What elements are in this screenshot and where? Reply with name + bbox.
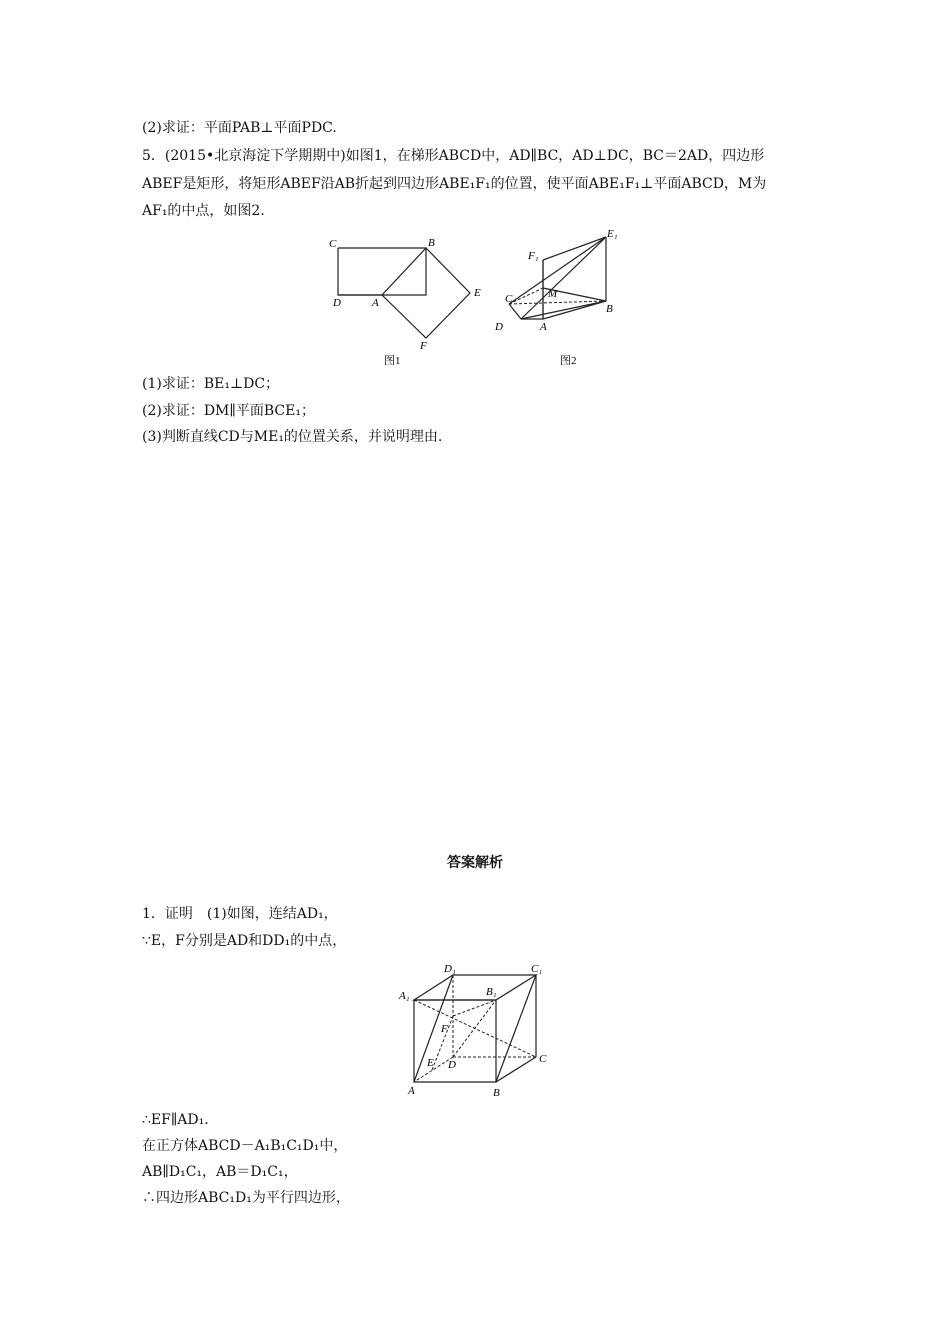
fig1-label-a: A	[372, 297, 379, 309]
cube-label-c1: C₁	[531, 963, 543, 975]
cube-label-a: A	[408, 1085, 415, 1097]
fig1-caption: 图1	[384, 355, 401, 367]
fig2-label-e1: E₁	[607, 228, 618, 240]
cube-label-d1: D₁	[444, 963, 456, 975]
fig1-label-e: E	[474, 287, 481, 299]
cube-label-d: D	[448, 1059, 456, 1071]
cube-figure	[396, 960, 556, 1100]
fig1-label-d: D	[333, 297, 341, 309]
fig2-label-d: D	[495, 321, 503, 333]
answer-line2: ∵E，F分别是AD和DD₁的中点，	[142, 933, 347, 949]
fig2-label-f1: F₁	[528, 250, 539, 262]
problem5-stem-line3: AF₁的中点，如图2.	[142, 203, 265, 219]
problem5-stem-line1: 5．(2015•北京海淀下学期期中)如图1，在梯形ABCD中，AD∥BC，AD⊥DC，BC＝2AD，四边形	[142, 148, 765, 164]
cube-label-b1: B₁	[486, 986, 497, 998]
answer-line5: AB∥D₁C₁，AB＝D₁C₁，	[142, 1164, 298, 1180]
answer-line6: ∴四边形ABC₁D₁为平行四边形，	[142, 1190, 350, 1206]
problem5-q2: (2)求证：DM∥平面BCE₁；	[142, 403, 315, 419]
cube-label-a1: A₁	[399, 990, 410, 1002]
answers-heading: 答案解析	[447, 855, 503, 871]
problem4-part2: (2)求证：平面PAB⊥平面PDC.	[142, 120, 337, 136]
fig2-label-c: C	[505, 293, 513, 305]
answer-line4: 在正方体ABCD－A₁B₁C₁D₁中，	[142, 1138, 348, 1154]
fig2-label-a: A	[540, 321, 547, 333]
cube-label-b: B	[493, 1087, 500, 1099]
problem5-q3: (3)判断直线CD与ME₁的位置关系，并说明理由.	[142, 429, 443, 445]
cube-label-e: E	[427, 1057, 434, 1069]
fig2-label-b: B	[606, 303, 613, 315]
problem5-stem-line2: ABEF是矩形，将矩形ABEF沿AB折起到四边形ABE₁F₁的位置，使平面ABE₁F₁⊥平面ABCD，M为	[142, 176, 767, 192]
cube-label-f: F	[441, 1023, 448, 1035]
fig1-label-c: C	[329, 238, 337, 250]
fig1-label-f: F	[420, 340, 427, 352]
answer-line3: ∴EF∥AD₁.	[142, 1112, 209, 1128]
figure2-folded	[490, 226, 640, 372]
cube-label-c: C	[539, 1053, 547, 1065]
answer-line1: 1．证明 (1)如图，连结AD₁，	[142, 906, 338, 922]
fig2-label-m: M	[548, 288, 558, 300]
fig1-label-b: B	[428, 237, 435, 249]
figure1-trapezoid-rectangle	[320, 232, 500, 372]
fig2-caption: 图2	[560, 355, 577, 367]
problem5-q1: (1)求证：BE₁⊥DC；	[142, 376, 280, 392]
